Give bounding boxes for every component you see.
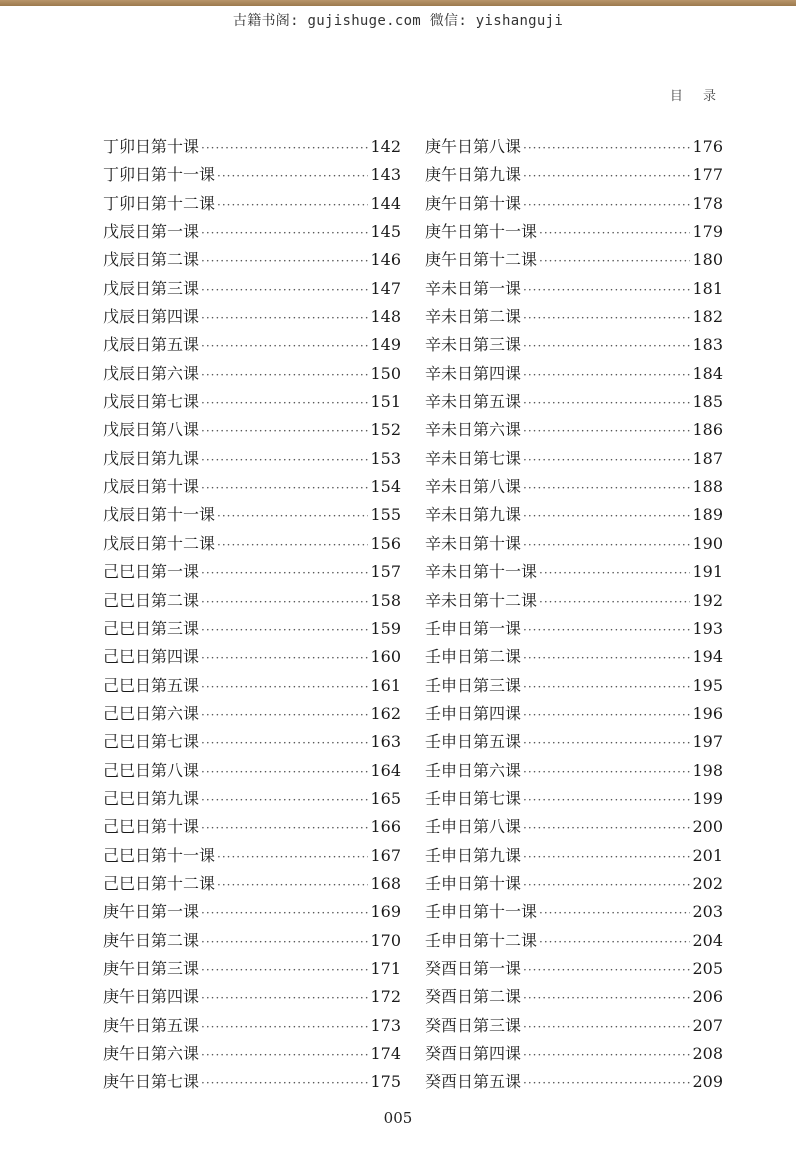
toc-entry-title: 癸酉日第三课	[425, 1015, 522, 1035]
toc-entry-title: 庚午日第四课	[103, 987, 200, 1007]
section-header: 目 录	[669, 89, 724, 104]
toc-entry-title: 辛未日第四课	[425, 363, 522, 383]
toc-entry-title: 己巳日第一课	[103, 562, 200, 582]
toc-entry-title: 戊辰日第七课	[103, 392, 200, 412]
dot-leader	[523, 332, 690, 360]
toc-entry-page: 192	[692, 590, 723, 610]
toc-entry[interactable]	[425, 927, 723, 955]
toc-entry[interactable]	[103, 672, 401, 700]
toc-right-column	[425, 133, 723, 1097]
toc-entry-page: 195	[692, 675, 723, 695]
dot-leader	[201, 956, 368, 984]
dot-leader	[523, 644, 690, 672]
dot-leader	[523, 389, 690, 417]
dot-leader	[217, 871, 368, 899]
dot-leader	[523, 191, 690, 219]
dot-leader	[523, 814, 690, 842]
toc-entry-page: 158	[370, 590, 401, 610]
toc-entry[interactable]	[103, 728, 401, 756]
dot-leader	[201, 673, 368, 701]
toc-entry-page: 151	[370, 392, 401, 412]
toc-entry-page: 187	[692, 448, 723, 468]
dot-leader	[523, 531, 690, 559]
toc-entry[interactable]	[103, 558, 401, 586]
toc-entry-title: 癸酉日第四课	[425, 1044, 522, 1063]
toc-entry[interactable]	[103, 331, 401, 359]
toc-entry-page: 152	[370, 420, 401, 440]
dot-leader	[523, 417, 690, 445]
toc-entry-page: 154	[370, 477, 401, 497]
toc-entry-title: 辛未日第七课	[425, 448, 522, 468]
toc-left-column	[103, 133, 401, 1097]
toc-entry-title: 己巳日第三课	[103, 618, 200, 638]
dot-leader	[201, 814, 368, 842]
toc-entry-page: 147	[370, 278, 401, 298]
toc-entry-title: 壬申日第八课	[425, 817, 522, 837]
toc-entry[interactable]	[103, 133, 401, 161]
toc-entry-page: 189	[692, 505, 723, 525]
dot-leader	[217, 843, 368, 871]
toc-entry-title: 辛未日第六课	[425, 420, 522, 440]
dot-leader	[201, 1041, 368, 1069]
dot-leader	[217, 531, 368, 559]
toc-entry-page: 191	[692, 562, 723, 582]
toc-entry-page: 171	[370, 958, 401, 978]
toc-entry-title: 己巳日第四课	[103, 647, 200, 667]
dot-leader	[201, 304, 368, 332]
toc-entry-page: 161	[370, 675, 401, 695]
toc-entry-page: 183	[692, 335, 723, 355]
toc-entry-page: 156	[370, 533, 401, 553]
toc-entry-page: 206	[692, 987, 723, 1007]
toc-entry[interactable]	[103, 190, 401, 218]
toc-entry-page: 201	[692, 845, 723, 865]
toc-entry-page: 196	[692, 703, 723, 723]
toc-entry-title: 辛未日第一课	[425, 278, 522, 298]
toc-entry[interactable]	[425, 615, 723, 643]
toc-entry[interactable]	[425, 190, 723, 218]
toc-entry-title: 己巳日第十课	[103, 817, 200, 837]
dot-leader	[201, 786, 368, 814]
toc-entry-title: 辛未日第三课	[425, 335, 522, 355]
dot-leader	[201, 588, 368, 616]
toc-entry[interactable]	[425, 813, 723, 841]
toc-entry-title: 壬申日第十二课	[425, 930, 538, 950]
toc-entry-title: 壬申日第五课	[425, 732, 522, 752]
toc-entry[interactable]	[425, 473, 723, 501]
toc-entry[interactable]	[103, 927, 401, 955]
toc-entry-title: 庚午日第六课	[103, 1044, 200, 1063]
toc-entry-title: 壬申日第十课	[425, 873, 522, 893]
dot-leader	[201, 701, 368, 729]
toc-entry-page: 181	[692, 278, 723, 298]
toc-entry[interactable]	[425, 246, 723, 274]
toc-entry[interactable]	[425, 445, 723, 473]
toc-entry[interactable]	[103, 813, 401, 841]
toc-entry[interactable]	[103, 303, 401, 331]
toc-entry-title: 庚午日第十二课	[425, 250, 538, 270]
dot-leader	[201, 928, 368, 956]
toc-entry-page: 170	[370, 930, 401, 950]
toc-entry-title: 庚午日第一课	[103, 902, 200, 922]
dot-leader	[201, 1069, 368, 1097]
toc-entry-page: 208	[692, 1044, 723, 1063]
dot-leader	[217, 162, 368, 190]
toc-entry[interactable]	[103, 161, 401, 189]
toc-entry[interactable]	[103, 445, 401, 473]
dot-leader	[539, 928, 690, 956]
toc-entry-page: 180	[692, 250, 723, 270]
toc-entry[interactable]	[425, 1012, 723, 1040]
dot-leader	[523, 673, 690, 701]
toc-entry-page: 167	[370, 845, 401, 865]
toc-entry-page: 150	[370, 363, 401, 383]
dot-leader	[201, 332, 368, 360]
toc-entry-page: 173	[370, 1015, 401, 1035]
dot-leader	[201, 984, 368, 1012]
dot-leader	[201, 247, 368, 275]
toc-entry-title: 己巳日第九课	[103, 788, 200, 808]
toc-entry[interactable]	[103, 1040, 401, 1068]
toc-entry-page: 142	[370, 137, 401, 156]
toc-entry-page: 178	[692, 193, 723, 213]
dot-leader	[523, 758, 690, 786]
toc-entry-page: 174	[370, 1044, 401, 1063]
dot-leader	[523, 502, 690, 530]
toc-entry-title: 戊辰日第十二课	[103, 533, 216, 553]
toc-entry[interactable]	[103, 416, 401, 444]
toc-entry-title: 壬申日第一课	[425, 618, 522, 638]
toc-entry[interactable]	[103, 275, 401, 303]
dot-leader	[523, 1013, 690, 1041]
toc-entry-page: 188	[692, 477, 723, 497]
dot-leader	[539, 899, 690, 927]
toc-entry[interactable]	[425, 388, 723, 416]
dot-leader	[523, 134, 690, 162]
toc-entry-title: 癸酉日第一课	[425, 958, 522, 978]
dot-leader	[539, 247, 690, 275]
dot-leader	[217, 502, 368, 530]
toc-entry-page: 169	[370, 902, 401, 922]
toc-entry-title: 庚午日第三课	[103, 958, 200, 978]
toc-entry-page: 149	[370, 335, 401, 355]
dot-leader	[201, 134, 368, 162]
toc-entry-page: 162	[370, 703, 401, 723]
toc-entry-page: 179	[692, 222, 723, 242]
toc-entry-title: 戊辰日第五课	[103, 335, 200, 355]
dot-leader	[523, 361, 690, 389]
toc-entry-title: 戊辰日第八课	[103, 420, 200, 440]
toc-entry[interactable]	[103, 955, 401, 983]
dot-leader	[523, 984, 690, 1012]
toc-entry[interactable]	[103, 218, 401, 246]
toc-entry-title: 壬申日第六课	[425, 760, 522, 780]
dot-leader	[539, 219, 690, 247]
toc-entry-title: 癸酉日第五课	[425, 1072, 522, 1092]
toc-entry-page: 155	[370, 505, 401, 525]
toc-entry-page: 160	[370, 647, 401, 667]
dot-leader	[523, 276, 690, 304]
toc-entry-title: 壬申日第四课	[425, 703, 522, 723]
toc-entry[interactable]	[425, 983, 723, 1011]
toc-entry-page: 157	[370, 562, 401, 582]
toc-entry-title: 戊辰日第十课	[103, 477, 200, 497]
dot-leader	[201, 474, 368, 502]
toc-entry-page: 175	[370, 1072, 401, 1092]
dot-leader	[539, 588, 690, 616]
toc-entry[interactable]	[103, 643, 401, 671]
toc-entry-page: 145	[370, 222, 401, 242]
toc-entry[interactable]	[425, 700, 723, 728]
toc-entry-title: 己巳日第十一课	[103, 845, 216, 865]
toc-entry-title: 庚午日第八课	[425, 137, 522, 156]
toc-entry-page: 184	[692, 363, 723, 383]
dot-leader	[523, 843, 690, 871]
toc-entry-page: 143	[370, 165, 401, 185]
toc-entry-title: 己巳日第六课	[103, 703, 200, 723]
toc-entry-title: 辛未日第九课	[425, 505, 522, 525]
dot-leader	[201, 1013, 368, 1041]
dot-leader	[523, 446, 690, 474]
toc-entry[interactable]	[425, 728, 723, 756]
toc-entry-page: 165	[370, 788, 401, 808]
toc-entry-page: 207	[692, 1015, 723, 1035]
dot-leader	[539, 559, 690, 587]
source-banner: 古籍书阁: gujishuge.com 微信: yishanguji	[232, 13, 564, 29]
toc-entry-title: 庚午日第二课	[103, 930, 200, 950]
toc-entry-page: 153	[370, 448, 401, 468]
toc-entry[interactable]	[103, 983, 401, 1011]
dot-leader	[201, 389, 368, 417]
dot-leader	[201, 616, 368, 644]
toc-entry-title: 戊辰日第十一课	[103, 505, 216, 525]
dot-leader	[523, 871, 690, 899]
toc-entry-title: 戊辰日第一课	[103, 222, 200, 242]
toc-entry[interactable]	[103, 530, 401, 558]
toc-entry[interactable]	[103, 785, 401, 813]
dot-leader	[523, 729, 690, 757]
toc-entry[interactable]	[103, 870, 401, 898]
dot-leader	[523, 701, 690, 729]
toc-entry-title: 辛未日第十课	[425, 533, 522, 553]
toc-entry[interactable]	[103, 1012, 401, 1040]
toc-entry-page: 209	[692, 1072, 723, 1092]
toc-entry-page: 164	[370, 760, 401, 780]
dot-leader	[523, 1069, 690, 1097]
toc-entry-title: 辛未日第十二课	[425, 590, 538, 610]
toc-entry-title: 庚午日第十一课	[425, 222, 538, 242]
toc-entry-page: 166	[370, 817, 401, 837]
toc-entry-title: 壬申日第三课	[425, 675, 522, 695]
dot-leader	[523, 956, 690, 984]
toc-entry[interactable]	[103, 360, 401, 388]
toc-entry-page: 199	[692, 788, 723, 808]
toc-entry-page: 159	[370, 618, 401, 638]
toc-entry[interactable]	[103, 757, 401, 785]
toc-entry-title: 己巳日第五课	[103, 675, 200, 695]
dot-leader	[523, 1041, 690, 1069]
toc-entry-title: 壬申日第十一课	[425, 902, 538, 922]
toc-entry[interactable]	[425, 501, 723, 529]
dot-leader	[217, 191, 368, 219]
toc-entry[interactable]	[425, 218, 723, 246]
toc-entry-page: 144	[370, 193, 401, 213]
toc-entry-page: 197	[692, 732, 723, 752]
dot-leader	[201, 899, 368, 927]
toc-entry-page: 193	[692, 618, 723, 638]
toc-entry-title: 戊辰日第三课	[103, 278, 200, 298]
toc-entry-title: 辛未日第五课	[425, 392, 522, 412]
toc-entry-title: 戊辰日第四课	[103, 307, 200, 327]
toc-entry-title: 癸酉日第二课	[425, 987, 522, 1007]
dot-leader	[201, 276, 368, 304]
dot-leader	[201, 758, 368, 786]
toc-entry-page: 205	[692, 958, 723, 978]
top-border-bar	[0, 0, 796, 6]
toc-entry-title: 丁卯日第十一课	[103, 165, 216, 185]
toc-entry-title: 丁卯日第十二课	[103, 193, 216, 213]
toc-entry[interactable]	[425, 898, 723, 926]
dot-leader	[201, 644, 368, 672]
dot-leader	[201, 219, 368, 247]
toc-entry[interactable]	[103, 700, 401, 728]
toc-entry-title: 庚午日第七课	[103, 1072, 200, 1092]
toc-entry[interactable]	[425, 587, 723, 615]
toc-entry-page: 182	[692, 307, 723, 327]
toc-entry-page: 172	[370, 987, 401, 1007]
toc-entry-page: 168	[370, 873, 401, 893]
toc-entry-page: 176	[692, 137, 723, 156]
toc-entry-title: 辛未日第二课	[425, 307, 522, 327]
toc-entry[interactable]	[425, 530, 723, 558]
toc-entry-title: 庚午日第五课	[103, 1015, 200, 1035]
toc-entry[interactable]	[425, 360, 723, 388]
toc-entry-title: 庚午日第九课	[425, 165, 522, 185]
toc-entry[interactable]	[103, 1068, 401, 1096]
toc-entry-title: 庚午日第十课	[425, 193, 522, 213]
toc-entry[interactable]	[425, 757, 723, 785]
toc-entry[interactable]	[425, 672, 723, 700]
toc-entry-page: 200	[692, 817, 723, 837]
toc-entry-page: 177	[692, 165, 723, 185]
toc-entry-title: 辛未日第十一课	[425, 562, 538, 582]
toc-entry[interactable]	[103, 587, 401, 615]
toc-entry-page: 204	[692, 930, 723, 950]
toc-entry[interactable]	[103, 246, 401, 274]
dot-leader	[201, 729, 368, 757]
toc-entry-page: 203	[692, 902, 723, 922]
toc-entry[interactable]	[425, 842, 723, 870]
toc-entry-title: 己巳日第七课	[103, 732, 200, 752]
toc-entry-page: 194	[692, 647, 723, 667]
dot-leader	[523, 616, 690, 644]
toc-entry-page: 146	[370, 250, 401, 270]
toc-entry[interactable]	[425, 275, 723, 303]
page-number: 005	[383, 1109, 413, 1127]
toc-entry-page: 185	[692, 392, 723, 412]
dot-leader	[523, 304, 690, 332]
toc-entry[interactable]	[103, 898, 401, 926]
toc-entry[interactable]	[425, 161, 723, 189]
dot-leader	[201, 417, 368, 445]
toc-entry-title: 戊辰日第二课	[103, 250, 200, 270]
toc-entry-title: 壬申日第九课	[425, 845, 522, 865]
dot-leader	[201, 446, 368, 474]
toc-entry[interactable]	[425, 955, 723, 983]
dot-leader	[523, 474, 690, 502]
dot-leader	[523, 162, 690, 190]
toc-entry[interactable]	[425, 416, 723, 444]
toc-entry-title: 戊辰日第六课	[103, 363, 200, 383]
toc-entry-title: 己巳日第十二课	[103, 873, 216, 893]
toc-entry[interactable]	[425, 133, 723, 161]
toc-entry-title: 戊辰日第九课	[103, 448, 200, 468]
toc-entry[interactable]	[425, 1068, 723, 1096]
toc-entry[interactable]	[425, 303, 723, 331]
toc-entry[interactable]	[425, 331, 723, 359]
toc-entry-title: 丁卯日第十课	[103, 137, 200, 156]
toc-entry-page: 163	[370, 732, 401, 752]
toc-entry[interactable]	[103, 615, 401, 643]
toc-entry[interactable]	[425, 785, 723, 813]
toc-entry-page: 202	[692, 873, 723, 893]
toc-entry[interactable]	[103, 501, 401, 529]
toc-entry-page: 186	[692, 420, 723, 440]
dot-leader	[201, 361, 368, 389]
toc-entry-title: 辛未日第八课	[425, 477, 522, 497]
toc-entry[interactable]	[103, 473, 401, 501]
toc-entry-title: 己巳日第二课	[103, 590, 200, 610]
toc-entry-title: 壬申日第七课	[425, 788, 522, 808]
dot-leader	[201, 559, 368, 587]
toc-entry[interactable]	[103, 842, 401, 870]
dot-leader	[523, 786, 690, 814]
toc-entry-title: 壬申日第二课	[425, 647, 522, 667]
toc-entry[interactable]	[103, 388, 401, 416]
toc-entry[interactable]	[425, 558, 723, 586]
toc-entry[interactable]	[425, 643, 723, 671]
toc-entry[interactable]	[425, 1040, 723, 1068]
toc-entry-page: 190	[692, 533, 723, 553]
toc-entry-page: 198	[692, 760, 723, 780]
toc-entry-page: 148	[370, 307, 401, 327]
toc-entry[interactable]	[425, 870, 723, 898]
toc-entry-title: 己巳日第八课	[103, 760, 200, 780]
